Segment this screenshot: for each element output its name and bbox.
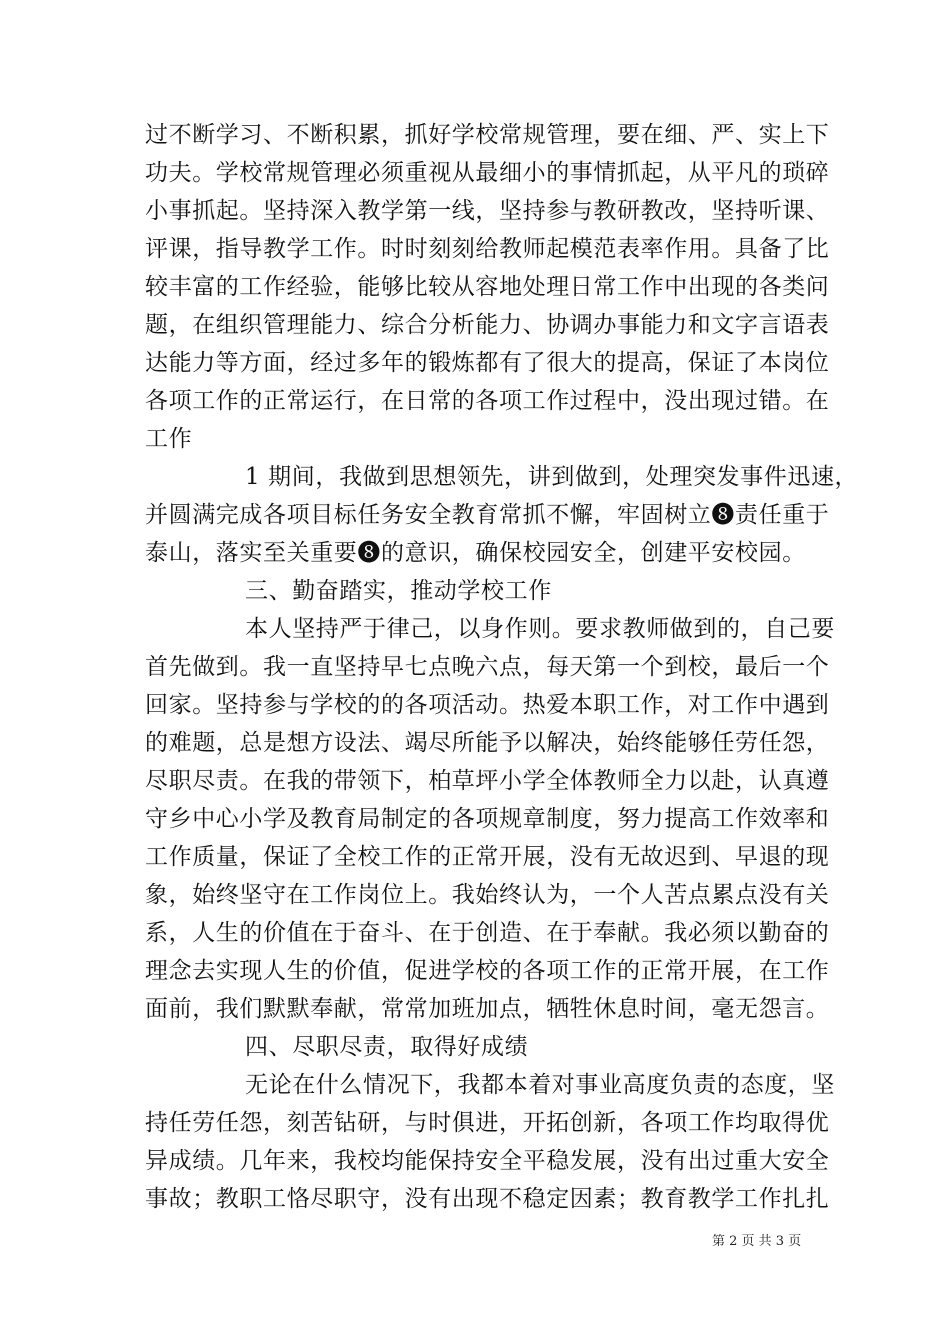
body-text-line: 工作质量，保证了全校工作的正常开展，没有无故迟到、早退的现 bbox=[145, 844, 830, 870]
body-text-line: 异成绩。几年来，我校均能保持安全平稳发展，没有出过重大安全 bbox=[145, 1148, 830, 1174]
body-text-line: 的难题，总是想方设法、竭尽所能予以解决，始终能够任劳任怨， bbox=[145, 730, 830, 756]
body-text-line: 泰山，落实至关重要❽的意识，确保校园安全，创建平安校园。 bbox=[145, 540, 806, 566]
body-text-line: 过不断学习、不断积累，抓好学校常规管理，要在细、严、实上下 bbox=[145, 122, 830, 148]
body-text-line: 首先做到。我一直坚持早七点晚六点，每天第一个到校，最后一个 bbox=[145, 654, 830, 680]
body-text-line: 各项工作的正常运行，在日常的各项工作过程中，没出现过错。在 bbox=[145, 388, 830, 414]
section-heading: 四、尽职尽责，取得好成绩 bbox=[245, 1034, 529, 1060]
body-text-line: 工作 bbox=[145, 426, 193, 452]
body-text-line: 守乡中心小学及教育局制定的各项规章制度，努力提高工作效率和 bbox=[145, 806, 830, 832]
body-text-line: 功夫。学校常规管理必须重视从最细小的事情抓起，从平凡的琐碎 bbox=[145, 160, 830, 186]
body-text-line: 持任劳任怨，刻苦钻研，与时俱进，开拓创新，各项工作均取得优 bbox=[145, 1110, 830, 1136]
paragraph-start-line: 无论在什么情况下，我都本着对事业高度负责的态度，坚 bbox=[245, 1072, 835, 1098]
paragraph-start-line: 1 期间，我做到思想领先，讲到做到，处理突发事件迅速， bbox=[245, 464, 859, 490]
paragraph-start-line: 本人坚持严于律己，以身作则。要求教师做到的，自己要 bbox=[245, 616, 835, 642]
body-text-line: 小事抓起。坚持深入教学第一线，坚持参与教研教改，坚持听课、 bbox=[145, 198, 830, 224]
body-text-line: 题，在组织管理能力、综合分析能力、协调办事能力和文字言语表 bbox=[145, 312, 830, 338]
page-number-footer: 第 2 页 共 3 页 bbox=[712, 1234, 802, 1249]
body-text-line: 较丰富的工作经验，能够比较从容地处理日常工作中出现的各类问 bbox=[145, 274, 830, 300]
body-text-line: 评课，指导教学工作。时时刻刻给教师起模范表率作用。具备了比 bbox=[145, 236, 830, 262]
body-text-line: 尽职尽责。在我的带领下，柏草坪小学全体教师全力以赴，认真遵 bbox=[145, 768, 830, 794]
body-text-line: 并圆满完成各项目标任务安全教育常抓不懈，牢固树立❽责任重于 bbox=[145, 502, 830, 528]
body-text-line: 达能力等方面，经过多年的锻炼都有了很大的提高，保证了本岗位 bbox=[145, 350, 830, 376]
body-text-line: 象，始终坚守在工作岗位上。我始终认为，一个人苦点累点没有关 bbox=[145, 882, 830, 908]
body-text-line: 系，人生的价值在于奋斗、在于创造、在于奉献。我必须以勤奋的 bbox=[145, 920, 830, 946]
body-text-line: 回家。坚持参与学校的的各项活动。热爱本职工作，对工作中遇到 bbox=[145, 692, 830, 718]
body-text-line: 面前，我们默默奉献，常常加班加点，牺牲休息时间，毫无怨言。 bbox=[145, 996, 830, 1022]
body-text-line: 理念去实现人生的价值，促进学校的各项工作的正常开展，在工作 bbox=[145, 958, 830, 984]
body-text-line: 事故；教职工恪尽职守，没有出现不稳定因素；教育教学工作扎扎 bbox=[145, 1186, 830, 1212]
section-heading: 三、勤奋踏实，推动学校工作 bbox=[245, 578, 552, 604]
